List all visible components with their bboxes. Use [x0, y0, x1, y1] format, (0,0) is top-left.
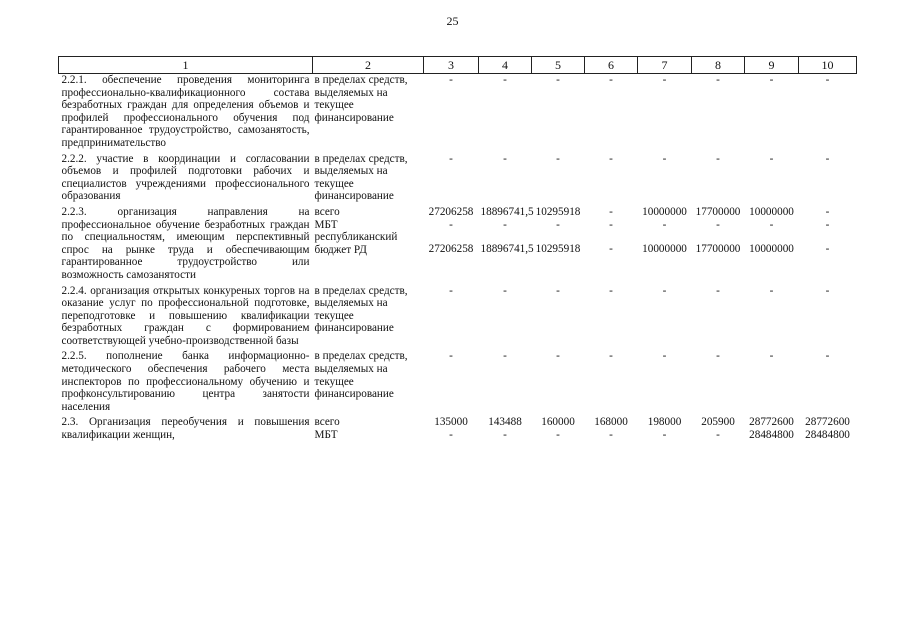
value-cell: [799, 416, 857, 444]
value-republic: 10000000: [642, 243, 687, 256]
value-cell: -: [769, 74, 774, 86]
funding-source: [313, 416, 424, 444]
value-mbt: -: [609, 218, 613, 231]
table-row: [59, 350, 857, 416]
table-row: [59, 206, 857, 285]
value-cell: [745, 416, 799, 444]
row-description: 2.2.4. организация открытых конкуреных торгов на оказание услуг по профессиональной подготовке, переподготовке и повышению квалификации безработных граждан с формированием соответствующей учебно-производственной базы: [61, 284, 310, 347]
header-col-7: 7: [638, 57, 692, 74]
value-total: 27206258: [428, 205, 474, 218]
funding-source-line: всего: [314, 205, 340, 218]
header-col-3: 3: [424, 57, 479, 74]
table-row: [59, 285, 857, 351]
value-cell: -: [449, 74, 453, 86]
value-total: 168000: [594, 416, 628, 429]
value-republic: 27206258: [428, 243, 474, 256]
value-cell: -: [449, 350, 453, 363]
value-cell: [424, 416, 479, 444]
value-total: 205900: [701, 416, 735, 429]
value-cell: [745, 206, 799, 285]
value-mbt: 28484800: [805, 429, 850, 442]
value-cell: -: [769, 152, 774, 165]
value-total: 10295918: [535, 205, 581, 218]
value-cell: [638, 416, 692, 444]
funding-source: [313, 206, 424, 285]
value-cell: -: [716, 350, 720, 363]
value-mbt: -: [662, 218, 667, 231]
value-republic: -: [825, 243, 830, 256]
value-mbt: -: [716, 429, 720, 442]
value-cell: -: [769, 284, 774, 297]
value-cell: -: [503, 74, 507, 86]
row-description: 2.2.5. пополнение банка информационно-методического обеспечения рабочего места инспекторов по профессиональному обучению и профконсультированию центра занятости населения: [61, 350, 310, 413]
value-mbt: -: [769, 218, 774, 231]
header-col-8: 8: [692, 57, 745, 74]
value-cell: -: [556, 350, 560, 363]
row-description: 2.2.1. обеспечение проведения мониторинга профессионально-квалификационного состава безработных граждан для определения объемов и профилей профессионального обучения под гарантированное трудоустройство, самозанятость, предпринимательство: [61, 74, 310, 149]
funding-source-line: всего: [314, 416, 340, 429]
value-cell: -: [503, 284, 507, 297]
header-col-9: 9: [745, 57, 799, 74]
value-total: 160000: [541, 416, 575, 429]
row-description: 2.2.2. участие в координации и согласовании объемов и профилей подготовки рабочих и специалистов учреждениями профессионального образования: [61, 152, 310, 203]
value-mbt: -: [609, 429, 613, 442]
value-total: 198000: [647, 416, 682, 429]
row-description: 2.2.3. организация направления на профессиональное обучение безработных граждан по специальностям, имеющим перспективный спрос на рынке труда и обеспечивающим гарантированное трудоустройство или возможность самозанятости: [61, 205, 310, 281]
value-cell: [585, 206, 638, 285]
funding-source-line: республиканский бюджет РД: [314, 231, 398, 256]
value-cell: -: [825, 284, 830, 297]
header-col-1: 1: [59, 57, 313, 74]
value-mbt: -: [825, 218, 830, 231]
header-col-10: 10: [799, 57, 857, 74]
header-col-4: 4: [479, 57, 532, 74]
value-republic: 18896741,5: [480, 243, 534, 256]
value-cell: -: [716, 152, 720, 165]
value-cell: -: [503, 152, 507, 165]
table-row: [59, 416, 857, 444]
value-republic: 10295918: [535, 243, 581, 256]
value-republic: 17700000: [695, 243, 741, 256]
value-cell: [479, 206, 532, 285]
value-cell: -: [609, 284, 613, 297]
row-description: 2.3. Организация переобучения и повышения квалификации женщин,: [61, 416, 310, 442]
value-cell: -: [609, 152, 613, 165]
header-col-2: 2: [313, 57, 424, 74]
value-mbt: -: [503, 218, 507, 231]
page-number: 25: [446, 14, 459, 28]
value-cell: -: [662, 152, 667, 165]
value-cell: -: [716, 284, 720, 297]
value-mbt: -: [503, 429, 507, 442]
value-cell: -: [662, 74, 667, 86]
value-mbt: 28484800: [749, 429, 794, 442]
funding-source: в пределах средств, выделяемых на текущее финансирование: [314, 350, 408, 401]
value-cell: -: [609, 74, 613, 86]
value-cell: -: [449, 152, 453, 165]
value-cell: [585, 416, 638, 444]
value-cell: [638, 206, 692, 285]
value-cell: -: [503, 350, 507, 363]
value-total: 10000000: [749, 205, 794, 218]
value-total: 10000000: [642, 205, 687, 218]
value-cell: -: [825, 74, 830, 86]
value-mbt: -: [556, 429, 560, 442]
table-row: [59, 74, 857, 153]
value-total: 28772600: [749, 416, 794, 429]
value-cell: [799, 206, 857, 285]
value-mbt: -: [716, 218, 720, 231]
value-total: 18896741,5: [480, 205, 534, 218]
funding-source-line: МБТ: [314, 429, 338, 442]
funding-source-line: МБТ: [314, 218, 338, 231]
header-col-6: 6: [585, 57, 638, 74]
value-cell: -: [716, 74, 720, 86]
value-total: -: [825, 205, 830, 218]
value-mbt: -: [662, 429, 667, 442]
budget-table: [58, 56, 857, 445]
value-cell: [532, 416, 585, 444]
value-total: 28772600: [805, 416, 850, 429]
value-total: 17700000: [695, 205, 741, 218]
funding-source: в пределах средств, выделяемых на текущее финансирование: [314, 284, 408, 335]
funding-source: в пределах средств, выделяемых на текущее финансирование: [314, 152, 408, 203]
value-mbt: -: [449, 218, 453, 231]
value-cell: -: [609, 350, 613, 363]
value-cell: -: [825, 350, 830, 363]
value-cell: -: [769, 350, 774, 363]
value-cell: [692, 416, 745, 444]
value-cell: -: [662, 350, 667, 363]
value-total: -: [609, 205, 613, 218]
value-cell: -: [449, 284, 453, 297]
value-cell: -: [556, 74, 560, 86]
value-cell: [692, 206, 745, 285]
value-mbt: -: [449, 429, 453, 442]
value-republic: 10000000: [749, 243, 794, 256]
value-cell: [532, 206, 585, 285]
value-total: 135000: [434, 416, 468, 429]
value-cell: -: [662, 284, 667, 297]
value-mbt: -: [556, 218, 560, 231]
value-republic: -: [609, 243, 613, 256]
header-col-5: 5: [532, 57, 585, 74]
funding-source: в пределах средств, выделяемых на текущее финансирование: [314, 74, 408, 124]
value-cell: -: [556, 152, 560, 165]
value-cell: -: [556, 284, 560, 297]
value-cell: -: [825, 152, 830, 165]
header-row: [59, 57, 857, 74]
value-cell: [424, 206, 479, 285]
table-row: [59, 153, 857, 206]
value-total: 143488: [488, 416, 522, 429]
value-cell: [479, 416, 532, 444]
